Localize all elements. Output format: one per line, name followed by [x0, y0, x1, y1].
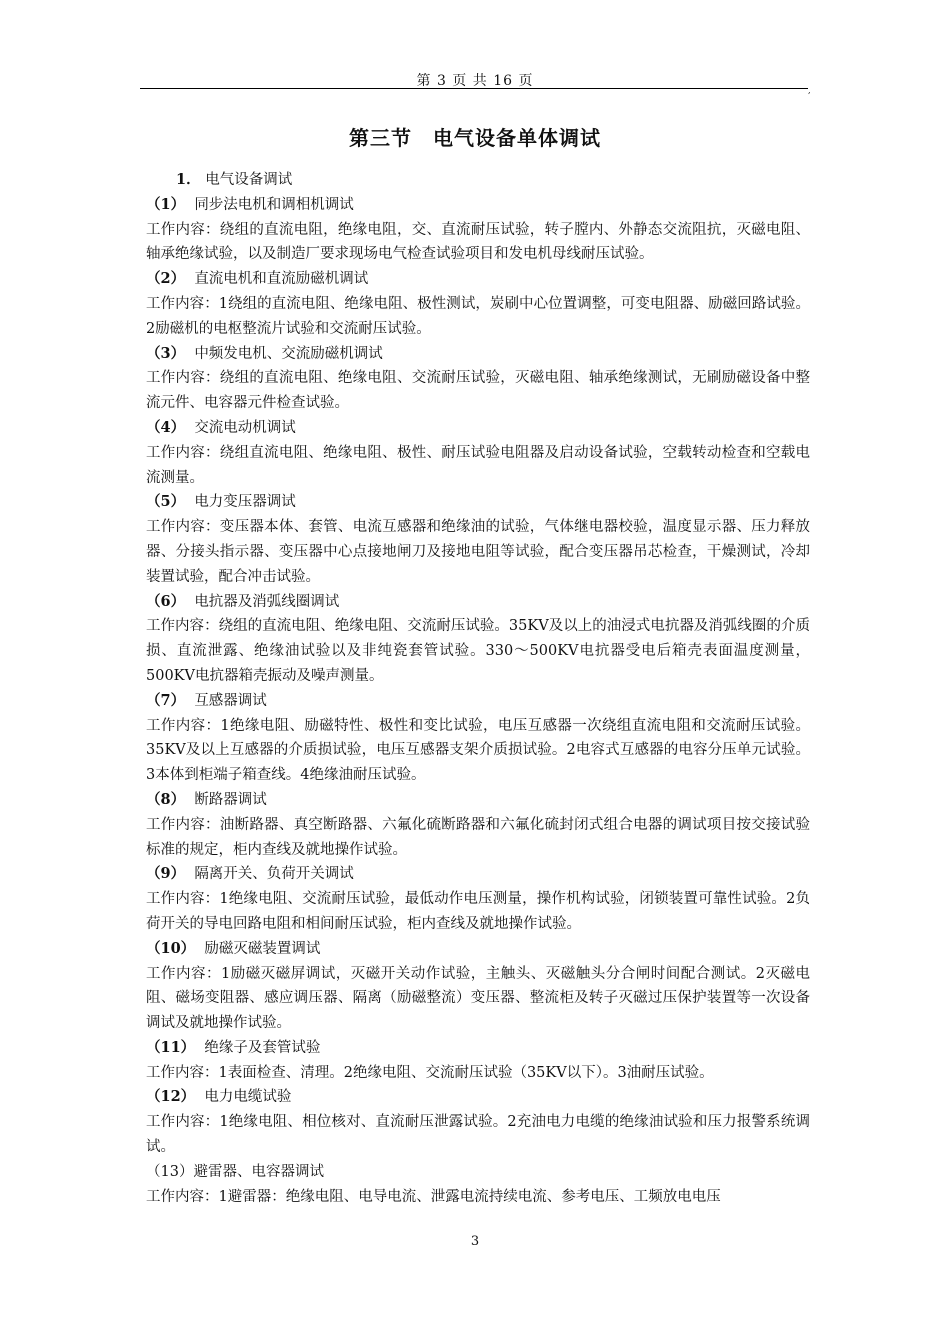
- page-header: 第 3 页 共 16 页: [416, 73, 534, 89]
- item-content-2: 工作内容：1绕组的直流电阻、绝缘电阻、极性测试，炭刷中心位置调整，可变电阻器、励磁回路试验。2励磁机的电枢整流片试验和交流耐压试验。: [146, 295, 810, 337]
- item-title: 电力电缆试验: [204, 1089, 292, 1106]
- item-number: （11）: [146, 1038, 196, 1056]
- item-number: （9）: [146, 865, 186, 883]
- item-content-9: 工作内容：1绝缘电阻、交流耐压试验，最低动作电压测量，操作机构试验，闭锁装置可靠性试验。2负荷开关的导电回路电阻和相间耐压试验，柜内查线及就地操作试验。: [146, 891, 810, 932]
- item-content-10: 工作内容：1励磁灭磁屏调试，灭磁开关动作试验，主触头、灭磁触头分合闸时间配合测试。2灭磁电阻、磁场变阻器、感应调压器、隔离（励磁整流）变压器、整流柜及转子灭磁过压保护装置等一次设备调试及就地操作试验。: [146, 965, 810, 1032]
- item-content-12: 工作内容：1绝缘电阻、相位核对、直流耐压泄露试验。2充油电力电缆的绝缘油试验和压力报警系统调试。: [146, 1114, 810, 1156]
- section-label: 电气设备调试: [205, 172, 293, 188]
- item-heading-6: [146, 590, 810, 615]
- item-content-1: 工作内容：绕组的直流电阻，绝缘电阻，交、直流耐压试验，转子膛内、外静态交流阻抗，灭磁电阻、轴承绝缘试验，以及制造厂要求现场电气检查试验项目和发电机母线耐压试验。: [146, 221, 810, 263]
- item-title: 电力变压器调试: [194, 494, 296, 511]
- item-heading-12: [146, 1085, 810, 1110]
- item-content-3: 工作内容：绕组的直流电阻、绝缘电阻、交流耐压试验，灭磁电阻、轴承绝缘测试，无刷励磁设备中整流元件、电容器元件检查试验。: [146, 370, 810, 412]
- document-body: [146, 168, 810, 1209]
- item-title: 交流电动机调试: [194, 419, 296, 436]
- item-title: 隔离开关、负荷开关调试: [194, 866, 354, 883]
- item-content-5: 工作内容：变压器本体、套管、电流互感器和绝缘油的试验，气体继电器校验，温度显示器、压力释放器、分接头指示器、变压器中心点接地闸刀及接地电阻等试验，配合变压器吊芯检查，干燥测试，冷却装置试验，配合冲击试验。: [146, 519, 810, 585]
- item-heading-1: [146, 193, 810, 218]
- item-number: （12）: [146, 1088, 196, 1106]
- item-heading-10: [146, 937, 810, 962]
- item-heading-8: [146, 788, 810, 813]
- item-title: 中频发电机、交流励磁机调试: [194, 345, 383, 362]
- item-number: （3）: [146, 344, 186, 362]
- section-title: 第三节 电气设备单体调试: [349, 126, 601, 150]
- item-number: （5）: [146, 493, 186, 511]
- header-rule-mark: ,: [808, 86, 811, 95]
- item-title: 绝缘子及套管试验: [204, 1039, 321, 1056]
- page-number: 3: [470, 1234, 480, 1249]
- item-content-7: 工作内容：1绝缘电阻、励磁特性、极性和变比试验，电压互感器一次绕组直流电阻和交流耐压试验。35KV及以上互感器的介质损试验，电压互感器支架介质损试验。2电容式互感器的电容分压单元试验。3本体到柜端子箱查线。4绝缘油耐压试验。: [146, 717, 810, 784]
- item-number: （8）: [146, 790, 186, 808]
- section-heading: [146, 168, 810, 193]
- item-title: 断路器调试: [194, 791, 267, 808]
- item-content-6: 工作内容：绕组的直流电阻、绝缘电阻、交流耐压试验。35KV及以上的油浸式电抗器及消弧线圈的介质损、直流泄露、绝缘油试验以及非纯瓷套管试验。330～500KV电抗器受电后箱壳表面温度测量，500KV电抗器箱壳振动及噪声测量。: [146, 618, 810, 684]
- item-content-4: 工作内容：绕组直流电阻、绝缘电阻、极性、耐压试验电阻器及启动设备试验，空载转动检查和空载电流测量。: [146, 444, 810, 486]
- item-heading-3: [146, 342, 810, 367]
- item-content-13: 工作内容：1避雷器：绝缘电阻、电导电流、泄露电流持续电流、参考电压、工频放电电压: [146, 1188, 721, 1205]
- item-title: 励磁灭磁装置调试: [204, 940, 321, 957]
- item-content-11: 工作内容：1表面检查、清理。2绝缘电阻、交流耐压试验（35KV以下）。3油耐压试验。: [146, 1064, 714, 1081]
- item-number: （2）: [146, 270, 186, 288]
- header-rule: [140, 88, 808, 89]
- item-title: 避雷器、电容器调试: [193, 1163, 324, 1180]
- item-heading-2: [146, 267, 810, 292]
- item-heading-5: [146, 490, 810, 515]
- section-number: 1．: [176, 171, 201, 188]
- item-heading-4: [146, 416, 810, 441]
- item-number: （10）: [146, 939, 196, 957]
- item-heading-13: [146, 1160, 810, 1185]
- item-number: （6）: [146, 592, 186, 610]
- item-title: 互感器调试: [194, 692, 267, 709]
- item-heading-7: [146, 689, 810, 714]
- item-title: 直流电机和直流励磁机调试: [194, 271, 369, 288]
- item-title: 同步法电机和调相机调试: [194, 196, 354, 213]
- item-number: （4）: [146, 418, 186, 436]
- item-heading-9: [146, 862, 810, 887]
- item-title: 电抗器及消弧线圈调试: [194, 593, 340, 610]
- item-number: （1）: [146, 195, 186, 213]
- item-number: （7）: [146, 691, 186, 709]
- item-heading-11: [146, 1036, 810, 1061]
- item-number: （13）: [146, 1163, 194, 1180]
- item-content-8: 工作内容：油断路器、真空断路器、六氟化硫断路器和六氟化硫封闭式组合电器的调试项目按交接试验标准的规定，柜内查线及就地操作试验。: [146, 816, 810, 858]
